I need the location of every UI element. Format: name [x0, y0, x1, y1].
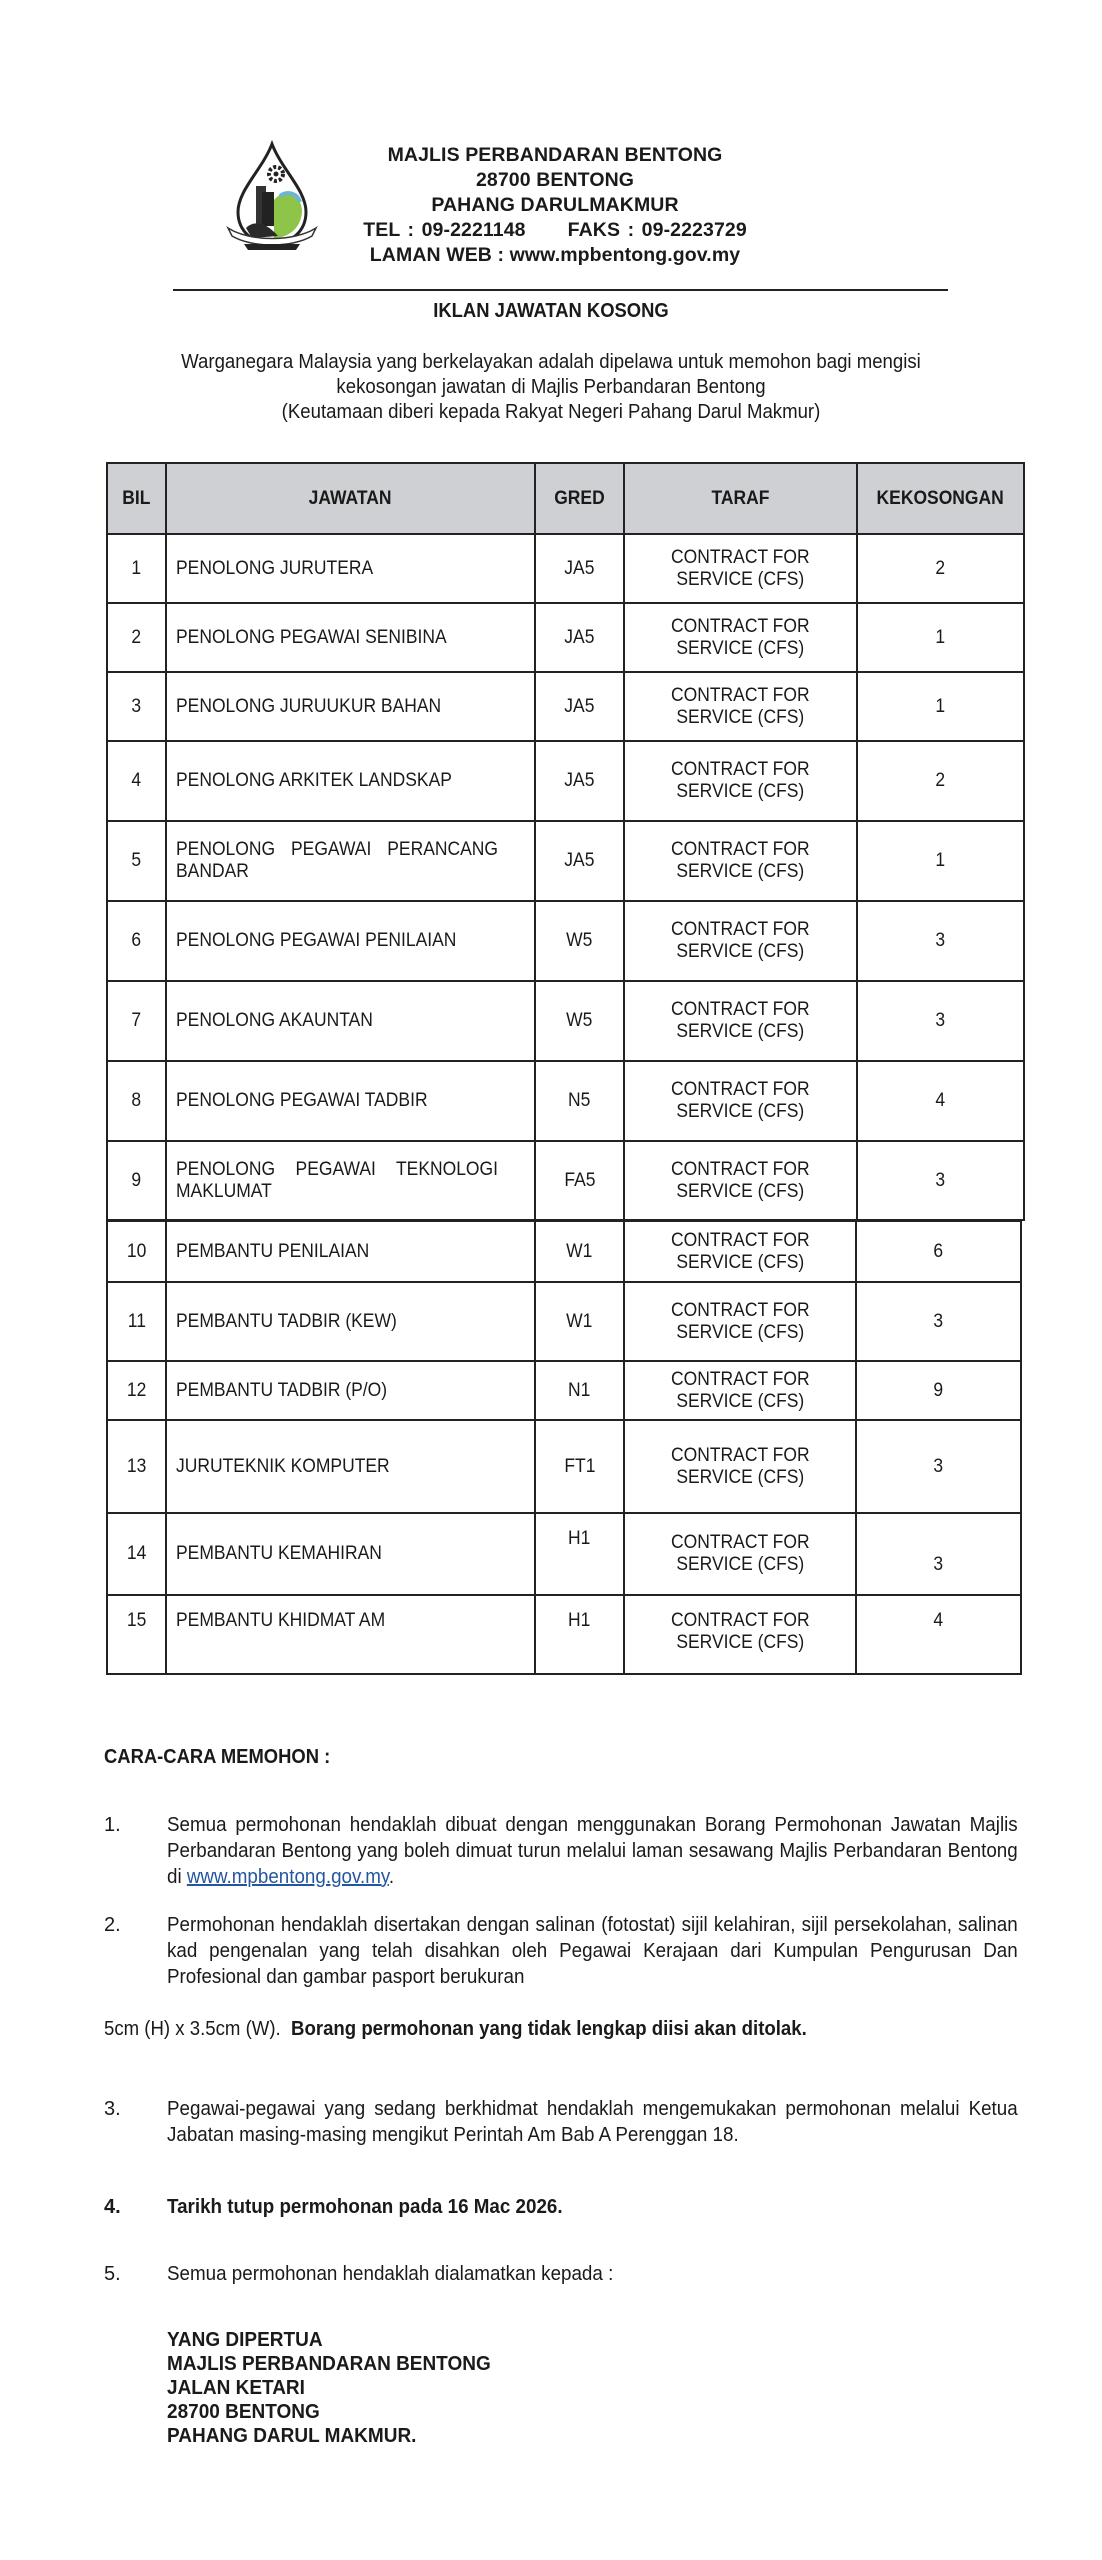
cell-gred: JA5: [535, 534, 624, 603]
cell-taraf: CONTRACT FOR SERVICE (CFS): [624, 1282, 856, 1361]
cell-taraf: CONTRACT FOR SERVICE (CFS): [624, 1221, 856, 1282]
cell-kekosongan: 3: [856, 1420, 1021, 1513]
cell-kekosongan: 2: [857, 741, 1024, 821]
cell-taraf: CONTRACT FOR SERVICE (CFS): [624, 741, 857, 821]
instruction-item-1: 1. Semua permohonan hendaklah dibuat dengan menggunakan Borang Permohonan Jawatan Majlis Perbandaran Bentong yang boleh dimuat turun melalui laman sesawang Majlis Perbandaran Bentong di www.mpbentong.gov.my.: [104, 1814, 1018, 1888]
cell-taraf: CONTRACT FOR SERVICE (CFS): [624, 901, 857, 981]
cell-kekosongan: 4: [857, 1061, 1024, 1141]
cell-jawatan: PENOLONG JURUUKUR BAHAN: [166, 672, 535, 741]
instruction-item-5: [104, 2261, 1018, 2287]
header-bil: BIL: [107, 463, 166, 534]
instruction-item-4: [104, 2194, 1018, 2220]
cell-gred: W5: [535, 901, 624, 981]
closing-date-text: Tarikh tutup permohonan pada 16 Mac 2026.: [167, 2196, 563, 2218]
photo-size-note: [104, 2018, 807, 2041]
cell-kekosongan: 3: [856, 1282, 1021, 1361]
item-text: Pegawai-pegawai yang sedang berkhidmat hendaklah mengemukakan permohonan melalui Ketua Jabatan masing-masing mengikut Perintah Am Bab A Perenggan 18.: [167, 2098, 1018, 2146]
cell-jawatan: PENOLONG JURUTERA: [166, 534, 535, 603]
cell-jawatan: PEMBANTU PENILAIAN: [166, 1221, 535, 1282]
letterhead-text: [320, 143, 790, 268]
cell-kekosongan: 3: [857, 981, 1024, 1061]
cell-jawatan: PENOLONG ARKITEK LANDSKAP: [166, 741, 535, 821]
org-state: PAHANG DARULMAKMUR: [431, 194, 679, 216]
cell-gred: W5: [535, 981, 624, 1061]
cell-bil: 11: [107, 1282, 166, 1361]
cell-bil: 4: [107, 741, 166, 821]
item-text: Semua permohonan hendaklah dibuat dengan menggunakan Borang Permohonan Jawatan Majlis Perbandaran Bentong yang boleh dimuat turun melalui laman sesawang Majlis Perbandaran Bentong di: [167, 1814, 1018, 1888]
org-name: MAJLIS PERBANDARAN BENTONG: [387, 144, 723, 166]
cell-taraf: CONTRACT FOR SERVICE (CFS): [624, 1141, 857, 1220]
header-jawatan: JAWATAN: [166, 463, 535, 534]
org-fax: FAKS : 09-2223729: [567, 219, 747, 241]
table-row: [107, 672, 1024, 741]
cell-taraf: CONTRACT FOR SERVICE (CFS): [624, 1061, 857, 1141]
org-postcode-town: 28700 BENTONG: [475, 169, 635, 191]
table-row: [107, 1420, 1021, 1513]
cell-kekosongan: 2: [857, 534, 1024, 603]
table-row: [107, 1221, 1021, 1282]
notice-title: IKLAN JAWATAN KOSONG: [433, 300, 669, 322]
table-row: [107, 1282, 1021, 1361]
table-row: [107, 534, 1024, 603]
intro-line-1: Warganegara Malaysia yang berkelayakan adalah dipelawa untuk memohon bagi mengisi: [181, 351, 921, 373]
cell-kekosongan: 6: [856, 1221, 1021, 1282]
table-row: [107, 741, 1024, 821]
cell-kekosongan: 3: [857, 901, 1024, 981]
cell-jawatan: PEMBANTU KEMAHIRAN: [166, 1513, 535, 1595]
cell-bil: 6: [107, 901, 166, 981]
incomplete-warning: Borang permohonan yang tidak lengkap diisi akan ditolak.: [291, 2018, 807, 2040]
table-header-row: [107, 463, 1024, 534]
org-tel: TEL : 09-2221148: [363, 219, 526, 241]
item-text: Semua permohonan hendaklah dialamatkan kepada :: [167, 2263, 614, 2285]
cell-taraf: CONTRACT FOR SERVICE (CFS): [624, 981, 857, 1061]
item-number: 5.: [104, 2263, 121, 2285]
cell-jawatan: PEMBANTU KHIDMAT AM: [166, 1595, 535, 1674]
cell-kekosongan: 9: [856, 1361, 1021, 1420]
org-website: LAMAN WEB : www.mpbentong.gov.my: [369, 244, 741, 266]
cell-gred: W1: [535, 1221, 624, 1282]
cell-kekosongan: 1: [857, 672, 1024, 741]
cell-taraf: CONTRACT FOR SERVICE (CFS): [624, 1595, 856, 1674]
mailing-address: [167, 2328, 491, 2448]
photo-size: 5cm (H) x 3.5cm (W).: [104, 2018, 281, 2040]
address-line-5: PAHANG DARUL MAKMUR.: [167, 2425, 417, 2447]
cell-jawatan: PENOLONG PEGAWAI SENIBINA: [166, 603, 535, 672]
cell-bil: 2: [107, 603, 166, 672]
cell-gred: N1: [535, 1361, 624, 1420]
table-row: [107, 901, 1024, 981]
cell-bil: 13: [107, 1420, 166, 1513]
cell-bil: 10: [107, 1221, 166, 1282]
cell-taraf: CONTRACT FOR SERVICE (CFS): [624, 672, 857, 741]
header-divider: [173, 289, 948, 291]
cell-gred: JA5: [535, 741, 624, 821]
cell-bil: 12: [107, 1361, 166, 1420]
cell-taraf: CONTRACT FOR SERVICE (CFS): [624, 1513, 856, 1595]
item-text: Permohonan hendaklah disertakan dengan salinan (fotostat) sijil kelahiran, sijil persekolahan, salinan kad pengenalan yang telah disahkan oleh Pegawai Kerajaan dari Kumpulan Pengurusan Dan Profesional dan gambar pasport berukuran: [167, 1914, 1018, 1988]
cell-bil: 1: [107, 534, 166, 603]
address-line-4: 28700 BENTONG: [167, 2401, 320, 2423]
table-row: [107, 1513, 1021, 1595]
cell-jawatan: PENOLONG PEGAWAI PENILAIAN: [166, 901, 535, 981]
item-number: 4.: [104, 2196, 121, 2218]
cell-bil: 15: [107, 1595, 166, 1674]
org-contact: [320, 218, 790, 243]
cell-kekosongan: 3: [856, 1513, 1021, 1595]
table-row: [107, 1061, 1024, 1141]
table-row: [107, 821, 1024, 901]
item-number: 3.: [104, 2098, 121, 2120]
vacancy-table: [106, 462, 1025, 1221]
cell-kekosongan: 4: [856, 1595, 1021, 1674]
cell-gred: H1: [535, 1595, 624, 1674]
item-number: 2.: [104, 1914, 121, 1936]
cell-gred: JA5: [535, 672, 624, 741]
cell-jawatan: PENOLONG PEGAWAI PERANCANG BANDAR: [166, 821, 535, 901]
header-kekosongan: KEKOSONGAN: [857, 463, 1024, 534]
council-logo-icon: [222, 140, 322, 252]
address-line-3: JALAN KETARI: [167, 2377, 305, 2399]
cell-bil: 7: [107, 981, 166, 1061]
cell-bil: 8: [107, 1061, 166, 1141]
website-link[interactable]: www.mpbentong.gov.my: [186, 1866, 389, 1888]
cell-taraf: CONTRACT FOR SERVICE (CFS): [624, 1361, 856, 1420]
cell-taraf: CONTRACT FOR SERVICE (CFS): [624, 821, 857, 901]
cell-bil: 5: [107, 821, 166, 901]
cell-kekosongan: 1: [857, 603, 1024, 672]
cell-jawatan: PEMBANTU TADBIR (KEW): [166, 1282, 535, 1361]
cell-gred: JA5: [535, 603, 624, 672]
cell-gred: W1: [535, 1282, 624, 1361]
cell-jawatan: JURUTEKNIK KOMPUTER: [166, 1420, 535, 1513]
cell-jawatan: PENOLONG PEGAWAI TEKNOLOGI MAKLUMAT: [166, 1141, 535, 1220]
cell-taraf: CONTRACT FOR SERVICE (CFS): [624, 1420, 856, 1513]
table-row: [107, 603, 1024, 672]
how-to-apply-heading: CARA-CARA MEMOHON :: [104, 1746, 331, 1768]
cell-kekosongan: 1: [857, 821, 1024, 901]
vacancy-table-continued: [106, 1220, 1022, 1675]
cell-gred: FT1: [535, 1420, 624, 1513]
cell-gred: FA5: [535, 1141, 624, 1220]
table-row: [107, 1361, 1021, 1420]
intro-line-2: kekosongan jawatan di Majlis Perbandaran Bentong: [336, 376, 766, 398]
cell-gred: N5: [535, 1061, 624, 1141]
instruction-item-2: [104, 1912, 1018, 1990]
cell-bil: 9: [107, 1141, 166, 1220]
instruction-item-3: [104, 2096, 1018, 2148]
table-row: [107, 981, 1024, 1061]
cell-taraf: CONTRACT FOR SERVICE (CFS): [624, 603, 857, 672]
cell-gred: H1: [535, 1513, 624, 1595]
cell-gred: JA5: [535, 821, 624, 901]
header-gred: GRED: [535, 463, 624, 534]
cell-jawatan: PEMBANTU TADBIR (P/O): [166, 1361, 535, 1420]
cell-jawatan: PENOLONG AKAUNTAN: [166, 981, 535, 1061]
notice-intro: [39, 350, 1064, 425]
header-taraf: TARAF: [624, 463, 857, 534]
address-line-1: YANG DIPERTUA: [167, 2329, 323, 2351]
table-row: [107, 1141, 1024, 1220]
cell-bil: 14: [107, 1513, 166, 1595]
cell-taraf: CONTRACT FOR SERVICE (CFS): [624, 534, 857, 603]
cell-kekosongan: 3: [857, 1141, 1024, 1220]
cell-jawatan: PENOLONG PEGAWAI TADBIR: [166, 1061, 535, 1141]
address-line-2: MAJLIS PERBANDARAN BENTONG: [167, 2353, 491, 2375]
item-number: 1.: [104, 1814, 121, 1836]
table-row: [107, 1595, 1021, 1674]
cell-bil: 3: [107, 672, 166, 741]
intro-line-3: (Keutamaan diberi kepada Rakyat Negeri Pahang Darul Makmur): [281, 401, 821, 423]
